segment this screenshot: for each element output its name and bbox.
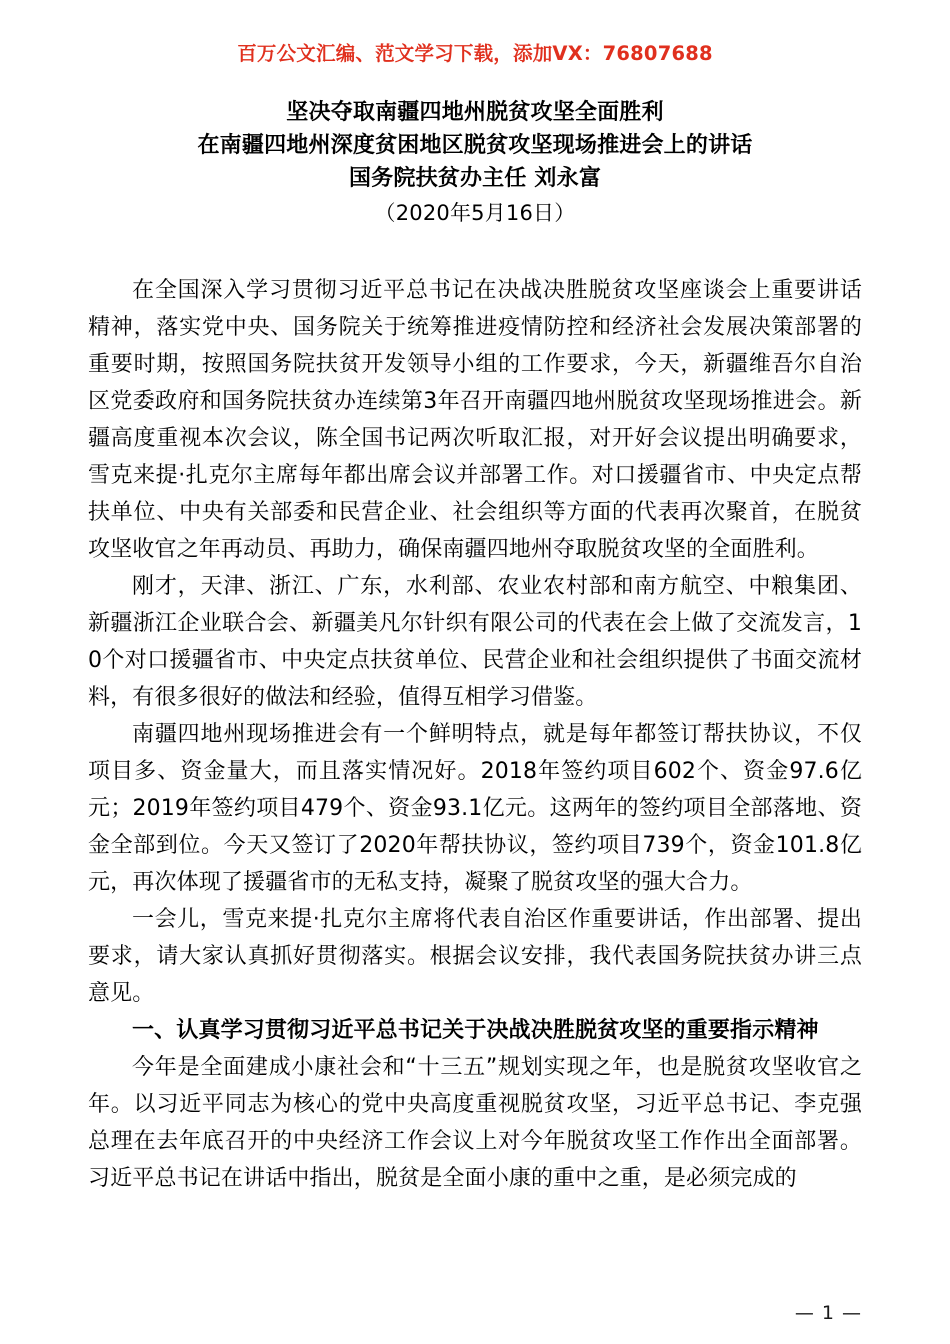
body-paragraph: 一会儿，雪克来提·扎克尔主席将代表自治区作重要讲话，作出部署、提出要求，请大家认真抓好贯彻落实。根据会议安排，我代表国务院扶贫办讲三点意见。 [88,907,862,1006]
watermark-banner: 百万公文汇编、范文学习下载，添加VX：76807688 [237,42,713,65]
title-date: （2020年5月16日） [374,201,576,225]
title-line-1: 坚决夺取南疆四地州脱贫攻坚全面胜利 [286,100,664,125]
body-paragraph: 刚才，天津、浙江、广东，水利部、农业农村部和南方航空、中粮集团、新疆浙江企业联合会、新疆美凡尔针织有限公司的代表在会上做了交流发言，10个对口援疆省市、中央定点扶贫单位、民营企业和社会组织提供了书面交流材料，有很多很好的做法和经验，值得互相学习借鉴。 [88,574,862,710]
body-paragraph: 今年是全面建成小康社会和“十三五”规划实现之年，也是脱贫攻坚收官之年。以习近平同志为核心的党中央高度重视脱贫攻坚，习近平总书记、李克强总理在去年底召开的中央经济工作会议上对今年脱贫攻坚工作作出全面部署。习近平总书记在讲话中指出，脱贫是全面小康的重中之重，是必须完成的 [88,1055,862,1191]
section-heading: 一、认真学习贯彻习近平总书记关于决战决胜脱贫攻坚的重要指示精神 [132,1018,819,1043]
page-number-footer: — 1 — [794,1302,862,1324]
document-title-block [88,96,862,231]
title-line-3-author: 国务院扶贫办主任 刘永富 [348,166,602,191]
body-paragraph: 在全国深入学习贯彻习近平总书记在决战决胜脱贫攻坚座谈会上重要讲话精神，落实党中央、国务院关于统筹推进疫情防控和经济社会发展决策部署的重要时期，按照国务院扶贫开发领导小组的工作要求，今天，新疆维吾尔自治区党委政府和国务院扶贫办连续第3年召开南疆四地州脱贫攻坚现场推进会。新疆高度重视本次会议，陈全国书记两次听取汇报，对开好会议提出明确要求，雪克来提·扎克尔主席每年都出席会议并部署工作。对口援疆省市、中央定点帮扶单位、中央有关部委和民营企业、社会组织等方面的代表再次聚首，在脱贫攻坚收官之年再动员、再助力，确保南疆四地州夺取脱贫攻坚的全面胜利。 [88,278,862,562]
title-line-2: 在南疆四地州深度贫困地区脱贫攻坚现场推进会上的讲话 [197,133,753,158]
document-body [88,272,862,1197]
body-paragraph: 南疆四地州现场推进会有一个鲜明特点，就是每年都签订帮扶协议，不仅项目多、资金量大，而且落实情况好。2018年签约项目602个、资金97.6亿元；2019年签约项目479个、资金93.1亿元。这两年的签约项目全部落地、资金全部到位。今天又签订了2020年帮扶协议，签约项目739个，资金101.8亿元，再次体现了援疆省市的无私支持，凝聚了脱贫攻坚的强大合力。 [88,722,862,895]
